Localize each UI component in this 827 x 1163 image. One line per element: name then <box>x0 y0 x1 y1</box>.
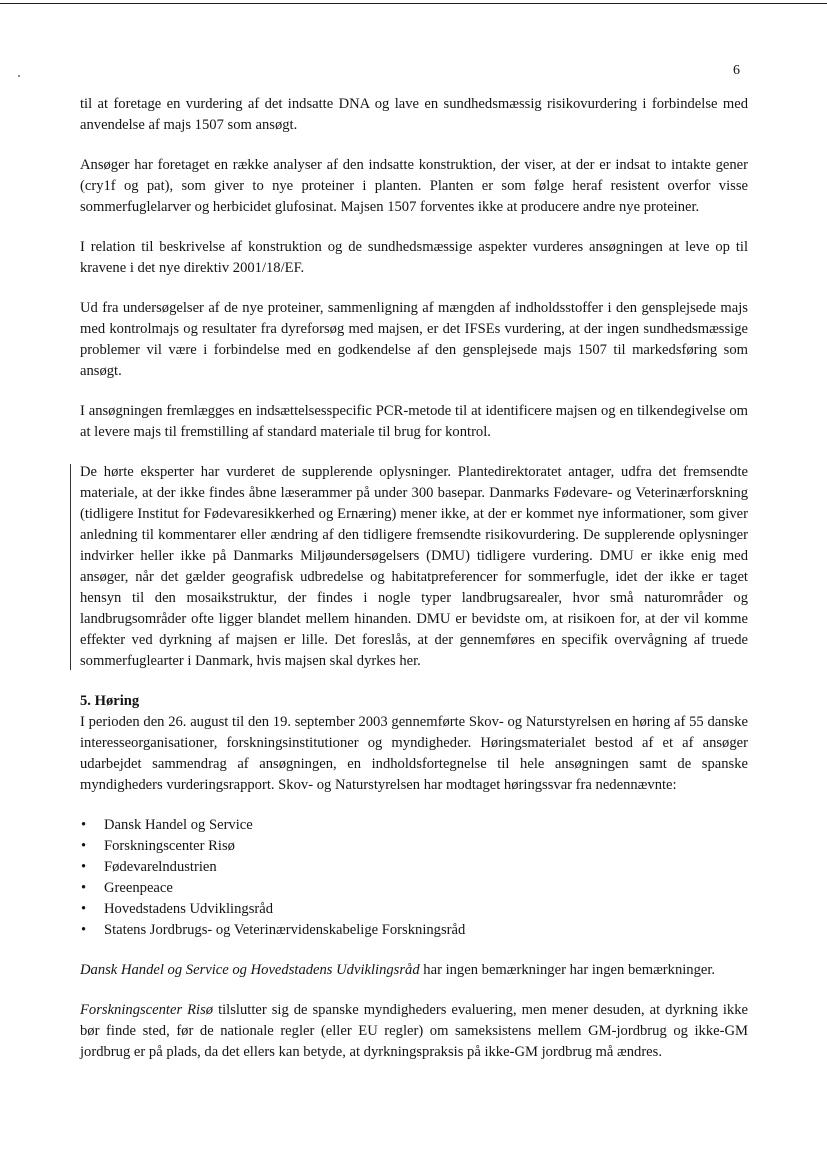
page-number: 6 <box>733 63 740 78</box>
response-text: tilslutter sig de spanske myndigheders evaluering, men mener desuden, at dyrkning ikke bør finde sted, før de nationale regler (eller EU regler) om sameksistens mellem GM-jordbrug og ikke-GM jordbrug er på plads, da det ellers kan betyde, at dyrkningspraksis på ikke-GM jordbrug må ændres. <box>80 1002 748 1060</box>
paragraph-ifse-assessment: Ud fra undersøgelser af de nye proteiner, sammenligning af mængden af indholdsstoffer i den gensplejsede majs med kontrolmajs og resultater fra dyreforsøg med majsen, er det IFSEs vurdering, at der ingen sundhedsmæssige problemer vil være i forbindelse med en godkendelse af den gensplejsede majs 1507 til markedsføring som ansøgt. <box>80 300 748 379</box>
bullet-icon: • <box>81 901 87 917</box>
paragraph-response-risoe <box>80 1000 748 1063</box>
revision-margin-bar <box>70 464 71 670</box>
respondent-name: Dansk Handel og Service og Hovedstadens Udviklingsråd <box>80 962 420 978</box>
respondent-name: Forskningscenter Risø <box>80 1002 214 1018</box>
list-item: • Fødevarelndustrien <box>80 857 748 878</box>
list-item: • Statens Jordbrugs- og Veterinærvidenskabelige Forskningsråd <box>80 920 748 941</box>
paragraph-expert-review <box>80 462 748 672</box>
bullet-icon: • <box>81 859 87 875</box>
list-item: • Dansk Handel og Service <box>80 815 748 836</box>
paragraph-hearing-intro: I perioden den 26. august til den 19. september 2003 gennemførte Skov- og Naturstyrelsen en høring af 55 danske interesseorganisationer, forskningsinstitutioner og myndigheder. Høringsmaterialet bestod af et af ansøger udarbejdet sammendrag af ansøgningen, en indholdsfortegnelse til hele ansøgningen samt de spanske myndigheders vurderingsrapport. Skov- og Naturstyrelsen har modtaget høringssvar fra nedennævnte: <box>80 714 748 793</box>
bullet-icon: • <box>81 838 87 854</box>
response-text: har ingen bemærkninger har ingen bemærkninger. <box>419 962 716 978</box>
section-heading-hoering: 5. Høring <box>80 693 140 709</box>
paragraph-directive-compliance: I relation til beskrivelse af konstruktion og de sundhedsmæssige aspekter vurderes ansøgningen at leve op til kravene i det nye direktiv 2001/18/EF. <box>80 239 748 276</box>
paragraph-dna-assessment: til at foretage en vurdering af det indsatte DNA og lave en sundhedsmæssig risikovurdering i forbindelse med anvendelse af majs 1507 som ansøgt. <box>80 96 748 133</box>
paragraph-response-dhs-hur <box>80 960 748 981</box>
list-item: • Hovedstadens Udviklingsråd <box>80 899 748 920</box>
scan-speck <box>18 75 20 77</box>
respondent-list <box>80 815 748 941</box>
paragraph-construct-analysis: Ansøger har foretaget en række analyser af den indsatte konstruktion, der viser, at der er indsat to intakte gener (cry1f og pat), som giver to nye proteiner i planten. Planten er som følge heraf resistent overfor visse sommerfuglelarver og herbicidet glufosinat. Majsen 1507 forventes ikke at producere andre nye proteiner. <box>80 157 748 215</box>
bullet-icon: • <box>81 880 87 896</box>
bullet-icon: • <box>81 922 87 938</box>
expert-review-text: De hørte eksperter har vurderet de supplerende oplysninger. Plantedirektoratet antager, udfra det fremsendte materiale, at der ikke findes åbne læserammer på under 300 basepar. Danmarks Fødevare- og Veterinærforskning (tidligere Institut for Fødevaresikkerhed og Ernæring) mener ikke, at der er kommet nye informationer, som giver anledning til kommentarer eller ændring af den tidligere fremsendte risikovurdering. De supplerende oplysninger indvirker heller ikke på Danmarks Miljøundersøgelsers (DMU) tidligere vurdering. DMU er ikke enig med ansøger, når det gælder geografisk udbredelse og habitatpreferencer for sommerfugle, idet der ikke er taget hensyn til den mosaikstruktur, der findes i nogle typer landbrugsarealer, hvor små naturområder og landbrugsområder ofte ligger blandet mellem hinanden. DMU er bevidste om, at risikoen for, at der vil komme effekter ved dyrkning af majsen er lille. Det foreslås, at der gennemføres en specifik overvågning af truede sommerfuglearter i Danmark, hvis majsen skal dyrkes her. <box>80 464 748 669</box>
document-body <box>80 94 748 1082</box>
top-border-line <box>0 3 827 4</box>
list-item: • Forskningscenter Risø <box>80 836 748 857</box>
bullet-icon: • <box>81 817 87 833</box>
paragraph-pcr-method: I ansøgningen fremlægges en indsættelsesspecific PCR-metode til at identificere majsen og en tilkendegivelse om at levere majs til fremstilling af standard materiale til brug for kontrol. <box>80 403 748 440</box>
list-item: • Greenpeace <box>80 878 748 899</box>
